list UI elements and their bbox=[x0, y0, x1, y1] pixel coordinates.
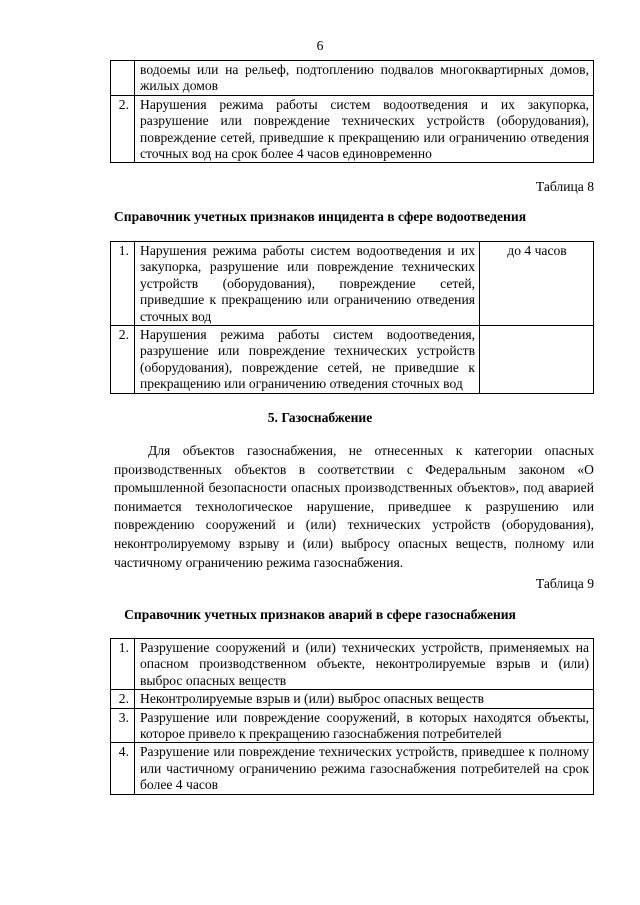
row-text: Неконтролируемые взрыв и (или) выброс опасных веществ bbox=[135, 690, 594, 708]
row-text: водоемы или на рельеф, подтоплению подвалов многоквартирных домов, жилых домов bbox=[135, 61, 594, 96]
table-row bbox=[111, 95, 594, 163]
table-row bbox=[111, 326, 594, 394]
row-number: 4. bbox=[111, 743, 135, 794]
row-text: Нарушения режима работы систем водоотведения и их закупорка, разрушение или повреждение технических устройств (оборудования), повреждение сетей, приведшие к прекращению или ограничению отведения сточных вод bbox=[135, 242, 480, 326]
section-paragraph: Для объектов газоснабжения, не отнесенных к категории опасных производственных объектов в соответствии с Федеральным законом «О промышленной безопасности опасных производственных объектов», под аварией понимается технологическое нарушение, приведшее к разрушению или повреждению сооружений и (или) технических устройств (оборудования), неконтролируемому взрыву и (или) выбросу опасных веществ, полному или частичному ограничению режима газоснабжения. bbox=[114, 443, 594, 570]
row-number: 1. bbox=[111, 242, 135, 326]
row-number: 2. bbox=[111, 95, 135, 163]
table8-label: Таблица 8 bbox=[535, 179, 594, 194]
row-text: Разрушение или повреждение технических устройств, приведшее к полному или частичному ограничению режима газоснабжения потребителей на срок более 4 часов bbox=[135, 743, 594, 794]
row-number: 1. bbox=[111, 639, 135, 690]
row-number: 3. bbox=[111, 708, 135, 743]
table8-title: Справочник учетных признаков инцидента в сфере водоотведения bbox=[113, 209, 527, 224]
row-text: Нарушения режима работы систем водоотведения и их закупорка, разрушение или повреждение технических устройств (оборудования), повреждение сетей, приведшие к прекращению или ограничению отведения сточных вод на срок более 4 часов единовременно bbox=[135, 95, 594, 163]
page-number: 6 bbox=[316, 38, 324, 53]
table9-label: Таблица 9 bbox=[535, 576, 594, 591]
row-text: Нарушения режима работы систем водоотведения, разрушение или повреждение технических устройств (оборудования), повреждение сетей, не приведшие к прекращению или ограничению отведения сточных вод bbox=[135, 326, 480, 394]
table9 bbox=[110, 638, 594, 795]
table-row bbox=[111, 690, 594, 708]
table-continued bbox=[110, 60, 594, 163]
table-row bbox=[111, 743, 594, 794]
table9-title: Справочник учетных признаков аварий в сфере газоснабжения bbox=[124, 607, 516, 622]
row-number bbox=[111, 61, 135, 96]
section-heading: 5. Газоснабжение bbox=[267, 410, 373, 425]
table-row bbox=[111, 242, 594, 326]
row-text: Разрушение или повреждение сооружений, в которых находятся объекты, которое привело к прекращению газоснабжения потребителей bbox=[135, 708, 594, 743]
table-row bbox=[111, 639, 594, 690]
table8 bbox=[110, 241, 594, 394]
table-row bbox=[111, 708, 594, 743]
row-duration: до 4 часов bbox=[480, 242, 594, 326]
row-number: 2. bbox=[111, 690, 135, 708]
table-row bbox=[111, 61, 594, 96]
row-duration bbox=[480, 326, 594, 394]
row-text: Разрушение сооружений и (или) технических устройств, применяемых на опасном производственном объекте, неконтролируемые взрыв и (или) выброс опасных веществ bbox=[135, 639, 594, 690]
row-number: 2. bbox=[111, 326, 135, 394]
